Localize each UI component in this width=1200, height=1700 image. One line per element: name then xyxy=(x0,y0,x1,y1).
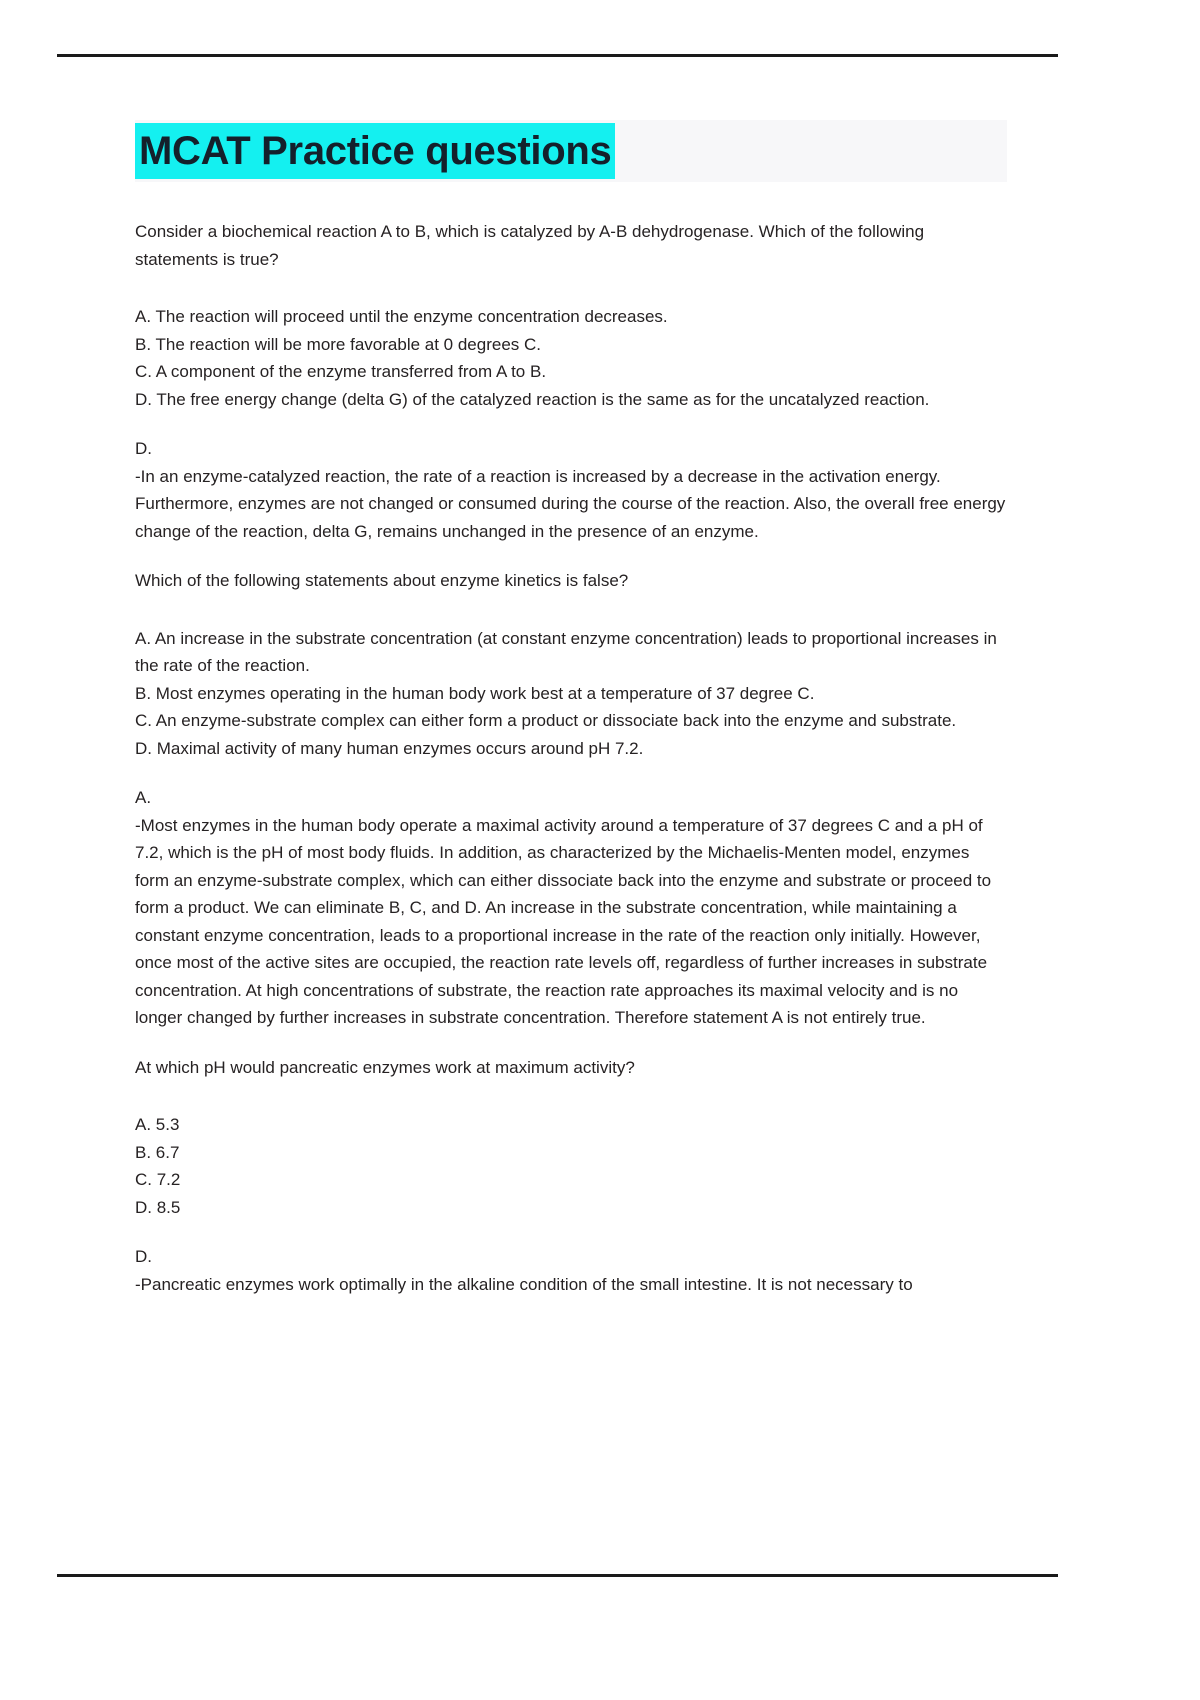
question-block-3 xyxy=(135,1054,1007,1222)
page-title-band xyxy=(135,120,1007,182)
answer-explanation: -Most enzymes in the human body operate a maximal activity around a temperature of 37 degrees C and a pH of 7.2, which is the pH of most body fluids. In addition, as characterized by the Michaelis-Menten model, enzymes form an enzyme-substrate complex, which can either dissociate back into the enzyme and substrate or proceed to form a product. We can eliminate B, C, and D. An increase in the substrate concentration, while maintaining a constant enzyme concentration, leads to a proportional increase in the rate of the reaction only initially. However, once most of the active sites are occupied, the reaction rate levels off, regardless of further increases in substrate concentration. At high concentrations of substrate, the reaction rate approaches its maximal velocity and is no longer changed by further increases in substrate concentration. Therefore statement A is not entirely true. xyxy=(135,815,992,1027)
option-a[interactable]: A. 5.3 xyxy=(135,1115,180,1134)
answer-block-2 xyxy=(135,784,1007,1032)
option-a[interactable]: A. The reaction will proceed until the enzyme concentration decreases. xyxy=(135,307,668,326)
option-b[interactable]: B. 6.7 xyxy=(135,1142,180,1162)
answer-key: D. xyxy=(135,439,152,458)
option-b[interactable]: B. Most enzymes operating in the human body work best at a temperature of 37 degree C. xyxy=(135,683,815,703)
question-block-2 xyxy=(135,567,1007,762)
option-d[interactable]: D. Maximal activity of many human enzymes occurs around pH 7.2. xyxy=(135,738,644,758)
option-c[interactable]: C. A component of the enzyme transferred from A to B. xyxy=(135,362,547,381)
option-list xyxy=(135,625,1007,763)
answer-key: A. xyxy=(135,788,152,807)
document-content xyxy=(135,120,1007,1320)
footer-rule xyxy=(57,1574,1058,1577)
option-d[interactable]: D. The free energy change (delta G) of the catalyzed reaction is the same as for the uncatalyzed reaction. xyxy=(135,389,930,409)
header-rule xyxy=(57,54,1058,57)
option-d[interactable]: D. 8.5 xyxy=(135,1197,181,1217)
option-a[interactable]: A. An increase in the substrate concentration (at constant enzyme concentration) leads to proportional increases in the rate of the reaction. xyxy=(135,628,997,675)
question-stem: Which of the following statements about enzyme kinetics is false? xyxy=(135,571,629,590)
answer-explanation: -Pancreatic enzymes work optimally in the alkaline condition of the small intestine. It is not necessary to xyxy=(135,1274,913,1294)
answer-explanation: -In an enzyme-catalyzed reaction, the rate of a reaction is increased by a decrease in the activation energy. Furthermore, enzymes are not changed or consumed during the course of the reaction. Also, the overall free energy change of the reaction, delta G, remains unchanged in the presence of an enzyme. xyxy=(135,466,1006,541)
answer-block-3 xyxy=(135,1243,1007,1298)
question-stem: Consider a biochemical reaction A to B, which is catalyzed by A-B dehydrogenase. Which of the following statements is true? xyxy=(135,222,925,269)
page-title: MCAT Practice questions xyxy=(135,123,615,179)
option-b[interactable]: B. The reaction will be more favorable at 0 degrees C. xyxy=(135,334,542,354)
question-stem: At which pH would pancreatic enzymes work at maximum activity? xyxy=(135,1057,635,1077)
option-c[interactable]: C. 7.2 xyxy=(135,1170,181,1189)
answer-block-1 xyxy=(135,435,1007,545)
option-c[interactable]: C. An enzyme-substrate complex can either form a product or dissociate back into the enzyme and substrate. xyxy=(135,711,957,730)
question-block-1 xyxy=(135,218,1007,413)
option-list xyxy=(135,1111,1007,1221)
option-list xyxy=(135,303,1007,413)
answer-key: D. xyxy=(135,1247,152,1266)
